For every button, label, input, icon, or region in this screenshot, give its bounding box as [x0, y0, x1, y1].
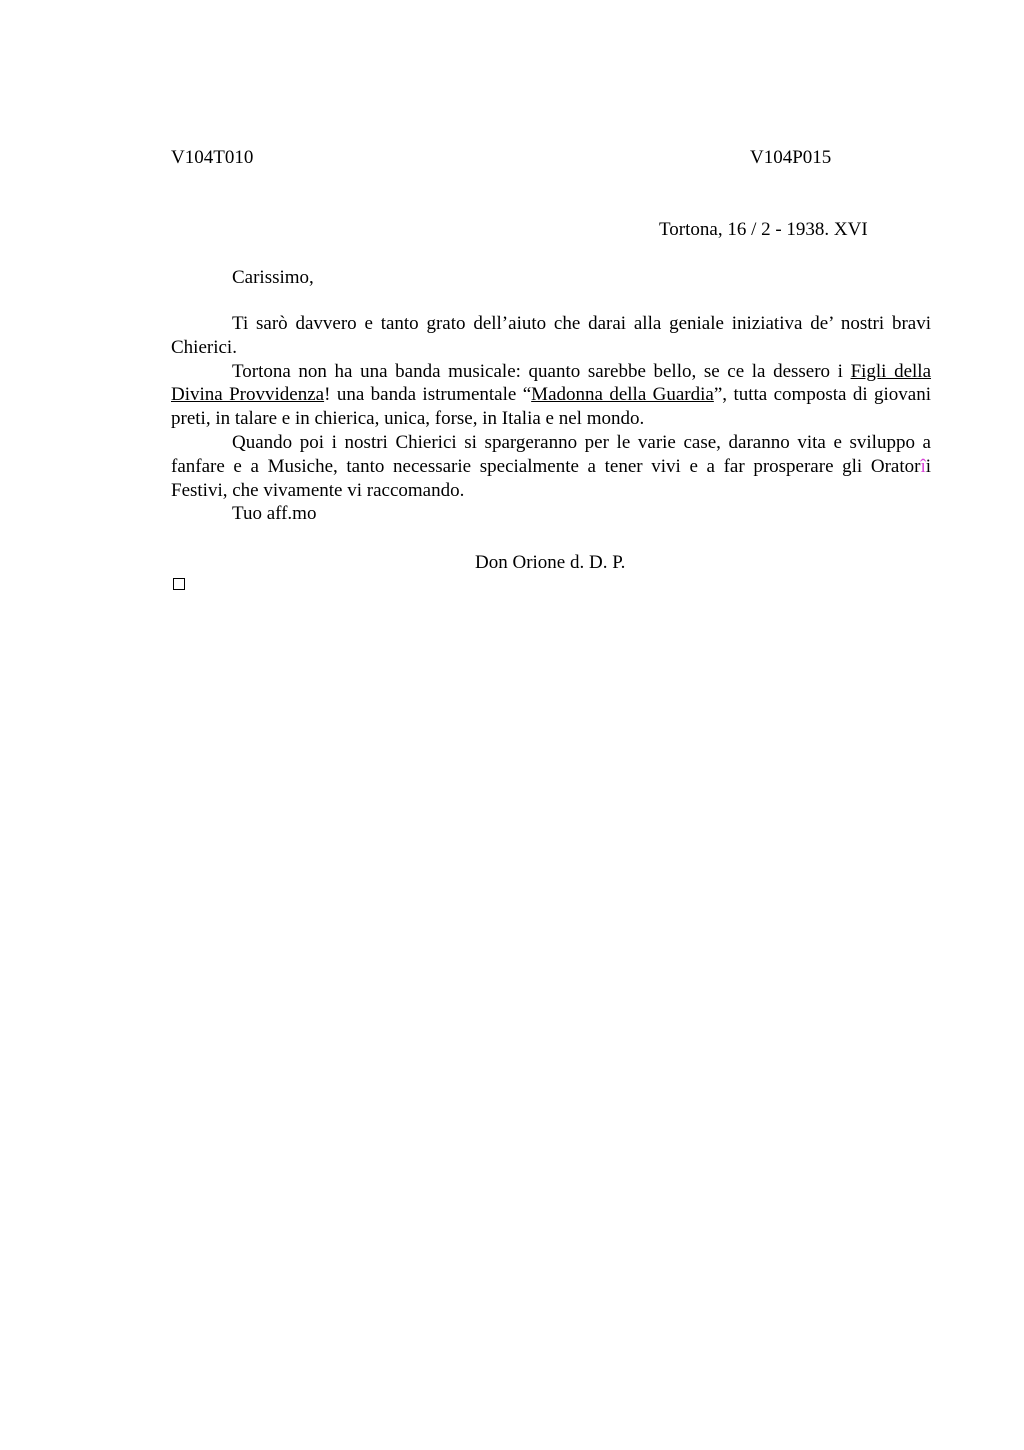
document-code-left: V104T010 [171, 147, 254, 168]
paragraph-2 [171, 360, 931, 431]
end-of-document-box-icon [173, 578, 185, 590]
paragraph-2-text-c: ”, tutta composta di giovani preti, in talare e in chierica, unica, forse, in Italia e nel mondo. [171, 384, 931, 430]
paragraph-3-text-a: Quando poi i nostri Chierici si spargeranno per le varie case, daranno vita e sviluppo a fanfare e a Musiche, tanto necessarie specialmente a tener vivi e a far prosperare gli Orator [171, 431, 931, 477]
letter-date-place: Tortona, 16 / 2 - 1938. XVI [659, 219, 868, 240]
edit-mark-circumflex: î [920, 455, 926, 477]
letter-salutation: Carissimo, [232, 267, 314, 288]
letter-signature: Don Orione d. D. P. [475, 552, 626, 573]
underlined-figli-divina-provvidenza: Figli della Divina Provvidenza [171, 360, 932, 406]
paragraph-2-text-b: ! una banda istrumentale “ [324, 384, 532, 406]
paragraph-3 [171, 431, 931, 502]
paragraph-2-text-a: Tortona non ha una banda musicale: quanto sarebbe bello, se ce la dessero i [232, 360, 851, 382]
letter-body [171, 312, 931, 526]
paragraph-1: Ti sarò davvero e tanto grato dell’aiuto che darai alla geniale iniziativa de’ nostri bravi Chierici. [171, 313, 931, 358]
document-code-right: V104P015 [750, 147, 832, 168]
underlined-madonna-della-guardia: Madonna della Guardia [531, 384, 714, 406]
paragraph-3-text-b: i Festivi, che vivamente vi raccomando. [171, 455, 931, 501]
letter-closing: Tuo aff.mo [232, 503, 317, 525]
